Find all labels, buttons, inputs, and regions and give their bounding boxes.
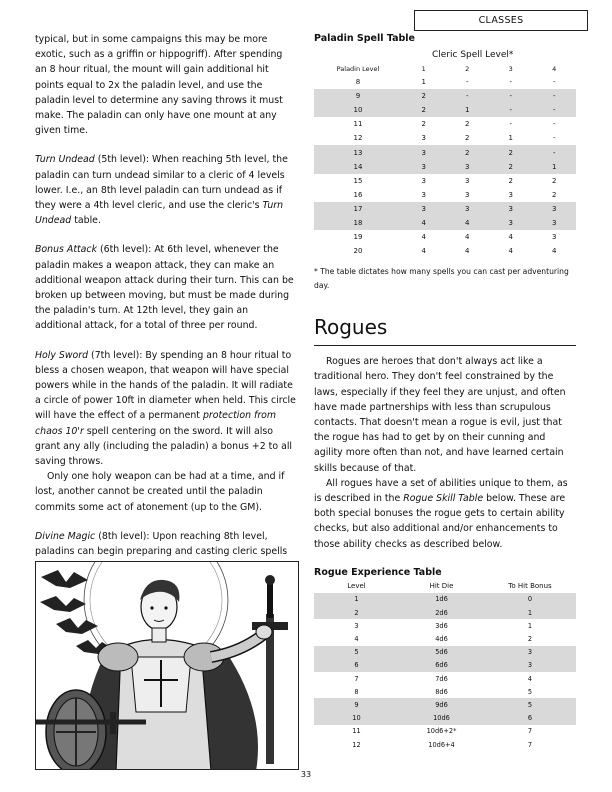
table-cell: 6 (314, 659, 399, 672)
table-cell: 15 (353, 176, 363, 185)
table-cell: 1 (508, 134, 513, 143)
table-cell: 4 (446, 216, 490, 230)
column-header: 4 (552, 64, 557, 73)
table-cell: 9d6 (399, 698, 484, 711)
turn-undead-heading: Turn Undead (35, 154, 95, 166)
table-cell: 20 (353, 247, 363, 256)
table-cell: 1 (527, 621, 533, 630)
table-cell: 8d6 (435, 687, 448, 696)
table-cell: 5 (484, 698, 576, 711)
table-cell: 2 (402, 103, 446, 117)
table-row (314, 738, 576, 751)
table-cell: 2 (489, 160, 533, 174)
rogue-experience-table-title: Rogue Experience Table (314, 566, 442, 578)
table-cell: 4 (354, 635, 359, 644)
table-cell: 2d6 (399, 606, 484, 619)
table-cell: 12 (352, 740, 361, 749)
turn-undead-end: table. (71, 215, 101, 227)
table-cell: 9 (314, 89, 402, 103)
table-cell: 1 (484, 606, 576, 619)
table-cell: 2 (314, 606, 399, 619)
turn-undead-text: When reaching 5th level, the paladin can turn undead similar to a cleric of 4 levels lower. I.e., an 8th level paladin can turn undead as if they were a 4th level cleric, and use the cleric's (35, 154, 288, 212)
table-row (314, 117, 576, 131)
table-cell: 10d6 (399, 712, 484, 725)
table-cell: 3 (552, 233, 557, 242)
table-cell: 3 (484, 659, 576, 672)
table-cell: 2 (508, 176, 513, 185)
table-cell: 1 (533, 160, 577, 174)
page-number: 33 (300, 770, 312, 779)
table-cell: 4 (421, 247, 426, 256)
table-cell: 0 (484, 593, 576, 606)
table-cell: 11 (353, 120, 363, 129)
table-cell: 1 (314, 593, 399, 606)
holy-sword-text: By spending an 8 hour ritual to bless a chosen weapon, that weapon will have special powers while in the hands of the paladin. It will radiate a circle of power 10ft in diameter when held. This circle will have the effect of a permanent (35, 349, 296, 422)
table-cell: 3 (446, 160, 490, 174)
paladin-knight-drawing (36, 562, 299, 770)
table-cell: 4 (465, 247, 470, 256)
table-cell: 3d6 (435, 621, 448, 630)
table-cell: 14 (314, 160, 402, 174)
divine-magic-level: (8th level): (95, 530, 153, 542)
table-header-row (314, 62, 576, 75)
column-header: 2 (465, 64, 470, 73)
table-cell: 1 (446, 103, 490, 117)
table-cell: 4 (508, 233, 513, 242)
table-cell: 6d6 (399, 659, 484, 672)
right-column (314, 32, 576, 751)
table-cell: 19 (353, 233, 363, 242)
table-row (314, 593, 576, 606)
table-cell: 5d6 (399, 646, 484, 659)
rogue-experience-table (314, 580, 576, 751)
table-cell: 12 (353, 134, 363, 143)
table-cell: 10d6+4 (428, 740, 455, 749)
table-cell: 3 (402, 202, 446, 216)
paladin-spell-table-title: Paladin Spell Table (314, 33, 415, 44)
table-cell: - (533, 145, 577, 159)
table-cell: 3 (533, 202, 577, 216)
table-cell: 8 (355, 78, 361, 87)
table-cell: 3 (402, 160, 446, 174)
table-cell: 2 (552, 190, 557, 199)
cleric-spell-level-header: Cleric Spell Level* (432, 50, 514, 60)
table-row (314, 646, 576, 659)
paladin-illustration (35, 561, 299, 770)
table-row (314, 75, 576, 89)
table-cell: 11 (352, 727, 361, 736)
divine-magic-text: Upon reaching 8th level, paladins can begin preparing and casting cleric spells (35, 530, 288, 558)
shield-icon (46, 690, 106, 770)
left-column (35, 32, 297, 575)
table-cell: - (509, 120, 513, 129)
table-header-row (314, 580, 576, 593)
table-cell: 3 (421, 134, 426, 143)
chapter-header: CLASSES (414, 10, 588, 31)
table-cell: 10 (314, 103, 402, 117)
table-cell: 4 (465, 233, 470, 242)
table-cell: 3 (508, 190, 513, 199)
table-cell: - (465, 78, 469, 87)
table-row (314, 103, 576, 117)
mount-paragraph: typical, but in some campaigns this may be more exotic, such as a griffin or hippogriff). After spending an 8 hour ritual, the mount will gain additional hit points equal to 2x the paladin level, and use the paladin level to determine any saving throws it must make. The paladin can only have one mount at any given time. (35, 34, 283, 137)
table-cell: 17 (314, 202, 402, 216)
column-header: To Hit Bonus (508, 582, 552, 591)
table-cell: 7 (527, 740, 533, 749)
table-cell: 13 (314, 145, 402, 159)
table-cell: 7d6 (435, 674, 448, 683)
section-divider (314, 345, 576, 346)
table-cell: - (489, 89, 533, 103)
table-row (314, 89, 576, 103)
table-cell: - (552, 78, 556, 87)
table-cell: - (533, 89, 577, 103)
bonus-attack-paragraph (35, 242, 297, 333)
table-row (314, 216, 576, 230)
bonus-attack-text: At 6th level, whenever the paladin makes a weapon attack, they can make an additional weapon attack during their turn. This can be broken up between moving, but must be made during the paladin's turn. At 12th level, they gain an additional attack, for a total of three per round. (35, 244, 294, 332)
table-row (314, 244, 576, 258)
table-cell: 5 (527, 687, 533, 696)
table-cell: 4d6 (435, 635, 448, 644)
holy-sword-limit-paragraph: Only one holy weapon can be had at a time, and if lost, another cannot be created until the paladin commits some act of atonement (up to the GM). (35, 471, 285, 513)
table-cell: 5 (314, 646, 399, 659)
table-cell: - (552, 120, 556, 129)
table-row (314, 619, 576, 632)
table-row (314, 131, 576, 145)
table-cell: 3 (402, 145, 446, 159)
rogues-intro-paragraph: Rogues are heroes that don't always act like a traditional hero. They don't feel constrained by the laws, especially if they feel they are unjust, and often have made partnerships with less than scrupulous contacts. That doesn't mean a rogue is evil, just that the rogue has had to get by on their cunning and agility more often than not, and have learned certain skills because of that. (314, 356, 566, 474)
table-row (314, 188, 576, 202)
holy-sword-level: (7th level): (88, 349, 146, 361)
table-cell: 9 (314, 698, 399, 711)
table-row (314, 160, 576, 174)
spell-table-footnote: * The table dictates how many spells you can cast per adventuring day. (314, 267, 569, 291)
table-cell: 4 (508, 247, 513, 256)
column-header: Level (347, 582, 366, 591)
table-cell: 10d6+2* (426, 727, 457, 736)
table-cell: 4 (402, 216, 446, 230)
rogues-abilities-end: below. These are both special bonuses the rogue gets to certain ability checks, but also additional and/or enhancements to those ability checks as described below. (314, 493, 566, 550)
table-cell: 6 (484, 712, 576, 725)
table-cell: 18 (314, 216, 402, 230)
table-cell: 3 (489, 202, 533, 216)
table-row (314, 725, 576, 738)
column-header: 1 (421, 64, 426, 73)
holy-sword-heading: Holy Sword (35, 349, 89, 361)
table-cell: 8 (354, 687, 359, 696)
divine-magic-heading: Divine Magic (35, 530, 96, 542)
table-cell: 3 (421, 190, 426, 199)
holy-sword-end: spell centering on the sword. It will also grant any ally (including the paladin) a bonus +2 to all saving throws. (35, 425, 293, 468)
turn-undead-paragraph (35, 152, 297, 228)
table-cell: 4 (421, 233, 426, 242)
holy-sword-paragraph (35, 348, 297, 470)
table-cell: 2 (527, 635, 533, 644)
table-cell: - (509, 78, 513, 87)
table-cell: 2 (446, 145, 490, 159)
table-cell: 2 (465, 120, 470, 129)
table-row (314, 698, 576, 711)
table-row (314, 659, 576, 672)
table-row (314, 712, 576, 725)
table-cell: 1d6 (399, 593, 484, 606)
table-row (314, 202, 576, 216)
table-row (314, 230, 576, 244)
bonus-attack-heading: Bonus Attack (35, 244, 98, 256)
table-cell: 3 (465, 190, 470, 199)
rogues-abilities-paragraph (314, 476, 576, 552)
table-cell: 4 (527, 674, 533, 683)
table-cell: 3 (489, 216, 533, 230)
table-cell: 3 (446, 202, 490, 216)
table-cell: 10 (314, 712, 399, 725)
column-header: Paladin Level (336, 64, 380, 73)
table-row (314, 685, 576, 698)
turn-undead-level: (5th level): (97, 154, 153, 166)
table-row (314, 606, 576, 619)
table-cell: 3 (354, 621, 359, 630)
paladin-spell-table (314, 62, 576, 258)
table-cell: 4 (552, 247, 557, 256)
table-cell: 3 (465, 176, 470, 185)
turn-undead-table-ref: Turn Undead (35, 200, 284, 227)
table-cell: - (489, 103, 533, 117)
table-cell: 3 (421, 176, 426, 185)
table-row (314, 174, 576, 188)
column-header: Hit Die (429, 582, 454, 591)
table-cell: 2 (465, 134, 470, 143)
table-cell: 2 (402, 89, 446, 103)
table-cell: 16 (353, 190, 363, 199)
table-cell: - (552, 134, 556, 143)
table-cell: 2 (421, 120, 426, 129)
rogues-abilities-text: All rogues have a set of abilities unique to them, as is described in the (314, 477, 568, 505)
rogue-skill-table-ref: Rogue Skill Table (403, 493, 484, 505)
table-cell: 2 (552, 176, 557, 185)
table-row (314, 145, 576, 159)
bonus-attack-level: (6th level): (97, 244, 155, 256)
table-cell: - (533, 103, 577, 117)
rogues-heading: Rogues (314, 315, 388, 340)
protection-from-chaos-ref: protection from chaos 10'r (35, 410, 277, 437)
table-cell: 3 (533, 216, 577, 230)
table-row (314, 632, 576, 645)
table-cell: 7 (527, 727, 533, 736)
table-cell: 7 (354, 674, 359, 683)
table-cell: - (446, 89, 490, 103)
column-header: 3 (508, 64, 513, 73)
table-cell: 1 (421, 78, 426, 87)
table-cell: 3 (484, 646, 576, 659)
table-row (314, 672, 576, 685)
table-cell: 2 (489, 145, 533, 159)
